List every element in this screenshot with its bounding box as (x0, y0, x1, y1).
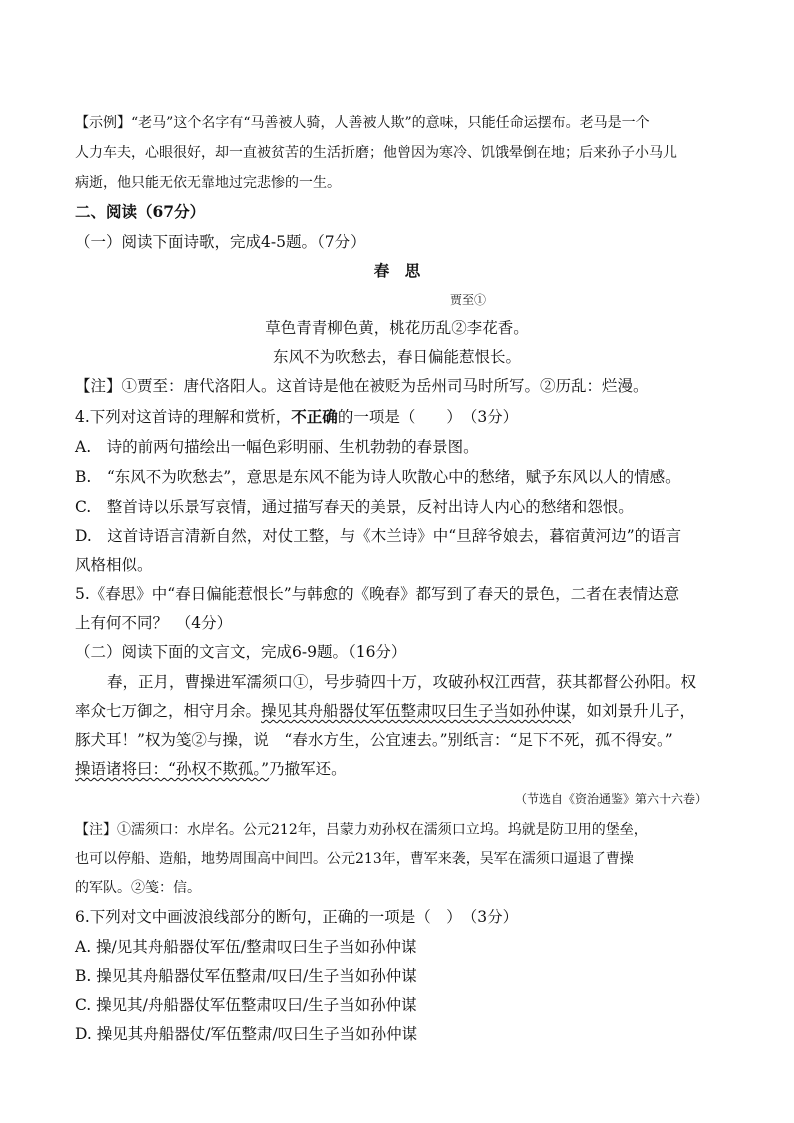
passage-line-2-b: ，如刘景升儿子， (571, 702, 696, 720)
poem-title: 春 思 (373, 261, 421, 280)
example-line-2: 人力车夫，心眼很好，却一直被贫苦的生活折磨；他曾因为寒冷、饥饿晕倒在地；后来孙子小马儿 (75, 145, 677, 161)
section-heading: 二、阅读（67分） (75, 202, 206, 221)
passage-line-2 (75, 699, 695, 721)
poem-line-1: 草色青青柳色黄，桃花历乱②李花香。 (265, 319, 529, 337)
example-line-3: 病逝，他只能无依无靠地过完悲惨的一生。 (75, 175, 341, 191)
passage-source: （节选自《资治通鉴》第六十六卷） (515, 792, 708, 806)
q5-line-2: 上有何不同？ （4分） (75, 614, 233, 632)
q4-option-d-line-1: D. 这首诗语言清新自然，对仗工整，与《木兰诗》中“旦辞爷娘去，暮宿黄河边”的语言 (75, 527, 682, 545)
q4-stem-emphasis: 不正确 (291, 407, 338, 426)
poem-author: 贾至① (450, 293, 487, 307)
q4-stem (75, 405, 518, 427)
passage-line-4 (75, 757, 347, 779)
example-line-1: 【示例】“老马”这个名字有“马善被人骑，人善被人欺”的意味，只能任命运摆布。老马是一个 (75, 115, 650, 131)
q6-option-c: C. 操见其/舟船器仗军伍整肃叹曰/生子当如孙仲谋 (75, 996, 417, 1014)
passage-note-line-2: 也可以停船、造船，地势周围高中间凹。公元213年，曹军来袭，吴军在濡须口逼退了曹操 (75, 851, 634, 867)
wavy-underlined-text: 操见其舟船器仗军伍整肃叹曰生子当如孙仲谋 (261, 702, 572, 720)
q6-option-b: B. 操见其舟船器仗军伍整肃/叹曰/生子当如孙仲谋 (75, 967, 417, 985)
q6-option-d: D. 操见其舟船器仗/军伍整肃/叹曰生子当如孙仲谋 (75, 1025, 418, 1043)
part2-instruction: （二）阅读下面的文言文，完成6-9题。（16分） (75, 643, 407, 661)
passage-line-2-a: 率众七万御之，相守月余。 (75, 702, 262, 720)
q4-stem-a: 4.下列对这首诗的理解和赏析， (75, 408, 292, 426)
q6-option-a: A. 操/见其舟船器仗军伍/整肃叹曰生子当如孙仲谋 (75, 938, 417, 956)
passage-line-3: 豚犬耳！”权为笺②与操，说 “春水方生，公宜速去。”别纸言：“足下不死，孤不得安。” (75, 731, 673, 749)
poem-note: 【注】①贾至：唐代洛阳人。这首诗是他在被贬为岳州司马时所写。②历乱：烂漫。 (75, 377, 649, 395)
q4-option-a: A. 诗的前两句描绘出一幅色彩明丽、生机勃勃的春景图。 (75, 438, 479, 456)
passage-note-line-3: 的军队。②笺：信。 (75, 880, 201, 896)
q4-option-b: B. “东风不为吹愁去”，意思是东风不能为诗人吹散心中的愁绪，赋予东风以人的情感。 (75, 468, 681, 486)
poem-line-2: 东风不为吹愁去，春日偏能惹恨长。 (272, 348, 521, 366)
q5-line-1: 5.《春思》中“春日偏能惹恨长”与韩愈的《晚春》都写到了春天的景色，二者在表情达意 (75, 585, 680, 603)
passage-line-4-b: 乃撤军还。 (269, 760, 347, 778)
underlined-text: 操语诸将曰：“孙权不欺孤。” (75, 760, 270, 778)
q4-option-c: C. 整首诗以乐景写哀情，通过描写春天的美景，反衬出诗人内心的愁绪和怨恨。 (75, 498, 634, 516)
passage-note-line-1: 【注】①濡须口：水岸名。公元212年，吕蒙力劝孙权在濡须口立坞。坞就是防卫用的堡垒， (75, 822, 648, 838)
q6-stem: 6.下列对文中画波浪线部分的断句，正确的一项是（ ） （3分） (75, 908, 519, 926)
passage-line-1: 春，正月，曹操进军濡须口①，号步骑四十万，攻破孙权江西营，获其都督公孙阳。权 (107, 673, 697, 691)
q4-option-d-line-2: 风格相似。 (75, 556, 153, 574)
q4-stem-b: 的一项是（ ） （3分） (337, 408, 519, 426)
part1-instruction: （一）阅读下面诗歌，完成4-5题。（7分） (75, 233, 366, 251)
